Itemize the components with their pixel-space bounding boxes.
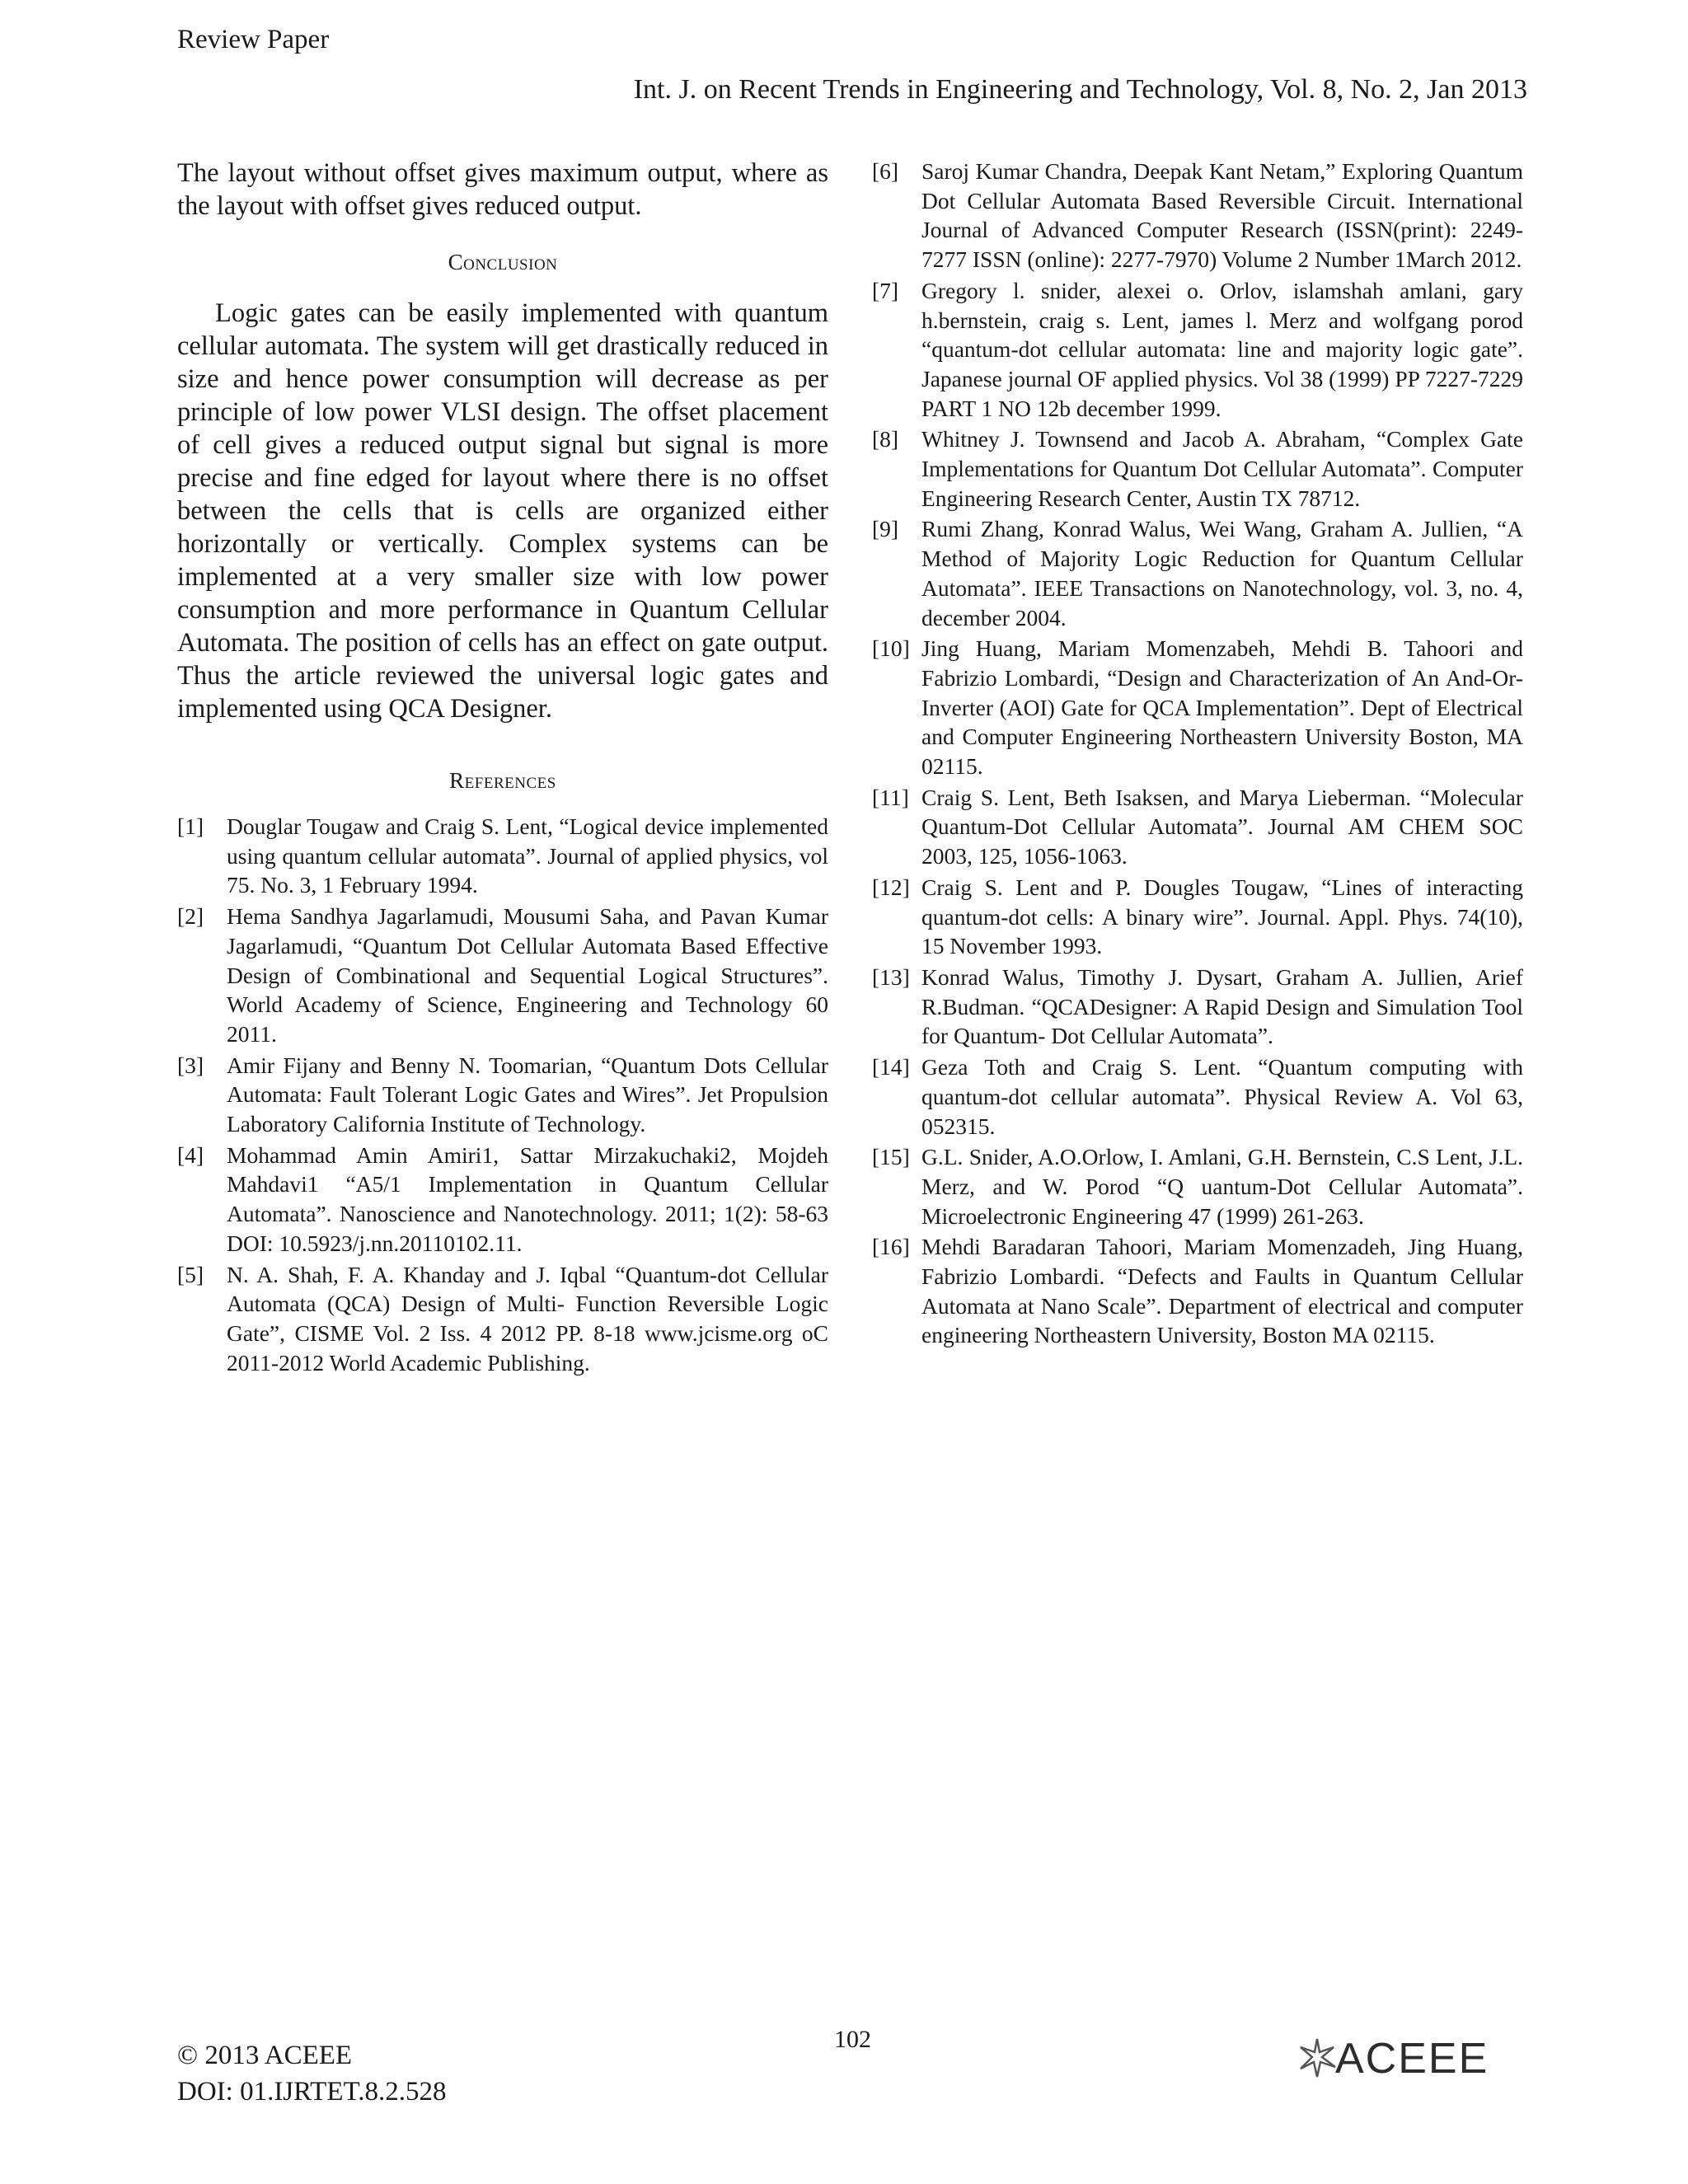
conclusion-paragraph: Logic gates can be easily implemented with quantum cellular automata. The system will get drastically reduced in size and hence power consumption will decrease as per principle of low power VLSI design. The offset placement of cell gives a reduced output signal but signal is more precise and fine edged for layout where there is no offset between the cells that is cells are organized either horizontally or vertically. Complex systems can be implemented at a very smaller size with low power consumption and more performance in Quantum Cellular Automata. The position of cells has an effect on gate output. Thus the article reviewed the universal logic gates and implemented using QCA Designer. bbox=[177, 298, 828, 724]
reference-list-right bbox=[872, 157, 1523, 1350]
references-heading: References bbox=[449, 768, 556, 793]
page-number: 102 bbox=[834, 2026, 871, 2053]
reference-item: [4] Mohammad Amin Amiri1, Sattar Mirzakuchaki2, Mojdeh Mahdavi1 “A5/1 Implementation in Quantum Cellular Automata”. Nanoscience and Nanotechnology. 2011; 1(2): 58-63 DOI: 10.5923/j.nn.20110102.11. bbox=[177, 1141, 828, 1256]
reference-item: [9] Rumi Zhang, Konrad Walus, Wei Wang, Graham A. Jullien, “A Method of Majority Logic Reduction for Quantum Cellular Automata”. IEEE Transactions on Nanotechnology, vol. 3, no. 4, december 2004. bbox=[872, 516, 1523, 630]
running-header-label: Review Paper bbox=[177, 25, 330, 54]
reference-item: [14] Geza Toth and Craig S. Lent. “Quantum computing with quantum-dot cellular automata”. Physical Review A. Vol 63, 052315. bbox=[872, 1054, 1523, 1139]
reference-item: [15] G.L. Snider, A.O.Orlow, I. Amlani, G.H. Bernstein, C.S Lent, J.L. Merz, and W. Porod “Q uantum-Dot Cellular Automata”. Microelectronic Engineering 47 (1999) 261-263. bbox=[872, 1144, 1523, 1229]
footer-info bbox=[177, 2037, 446, 2110]
reference-item: [6] Saroj Kumar Chandra, Deepak Kant Netam,” Exploring Quantum Dot Cellular Automata Based Reversible Circuit. International Journal of Advanced Computer Research (ISSN(print): 2249-7277 ISSN (online): 2277-7970) Volume 2 Number 1March 2012. bbox=[872, 158, 1523, 273]
reference-item: [10] Jing Huang, Mariam Momenzabeh, Mehdi B. Tahoori and Fabrizio Lombardi, “Design and Characterization of An And-Or-Inverter (AOI) Gate for QCA Implementation”. Dept of Electrical and Computer Engineering Northeastern University Boston, MA 02115. bbox=[872, 635, 1523, 780]
conclusion-heading: Conclusion bbox=[448, 250, 558, 274]
reference-item: [3] Amir Fijany and Benny N. Toomarian, “Quantum Dots Cellular Automata: Fault Tolerant Logic Gates and Wires”. Jet Propulsion Laboratory California Institute of Technology. bbox=[177, 1052, 828, 1137]
reference-list-left bbox=[177, 812, 828, 1377]
reference-item: [7] Gregory l. snider, alexei o. Orlov, islamshah amlani, gary h.bernstein, craig s. Lent, james l. Merz and wolfgang porod “quantum-dot cellular automata: line and majority logic gate”. Japanese journal OF applied physics. Vol 38 (1999) PP 7227-7229 PART 1 NO 12b december 1999. bbox=[872, 277, 1523, 421]
reference-item: [16] Mehdi Baradaran Tahoori, Mariam Momenzadeh, Jing Huang, Fabrizio Lombardi. “Defects and Faults in Quantum Cellular Automata at Nano Scale”. Department of electrical and computer engineering Northeastern University, Boston MA 02115. bbox=[872, 1234, 1523, 1348]
right-column bbox=[872, 157, 1523, 1352]
reference-item: [1] Douglar Tougaw and Craig S. Lent, “Logical device implemented using quantum cellular automata”. Journal of applied physics, vol 75. No. 3, 1 February 1994. bbox=[177, 813, 828, 898]
reference-item: [2] Hema Sandhya Jagarlamudi, Mousumi Saha, and Pavan Kumar Jagarlamudi, “Quantum Dot Cellular Automata Based Effective Design of Combinational and Sequential Logical Structures”. World Academy of Science, Engineering and Technology 60 2011. bbox=[177, 903, 828, 1047]
journal-citation: Int. J. on Recent Trends in Engineering and Technology, Vol. 8, No. 2, Jan 2013 bbox=[633, 74, 1527, 105]
reference-item: [11] Craig S. Lent, Beth Isaksen, and Marya Lieberman. “Molecular Quantum-Dot Cellular Automata”. Journal AM CHEM SOC 2003, 125, 1056-1063. bbox=[872, 784, 1523, 869]
reference-item: [5] N. A. Shah, F. A. Khanday and J. Iqbal “Quantum-dot Cellular Automata (QCA) Design of Multi- Function Reversible Logic Gate”, CISME Vol. 2 Iss. 4 2012 PP. 8-18 www.jcisme.org oC 2011-2012 World Academic Publishing. bbox=[177, 1261, 828, 1376]
doi-label: DOI: 01.IJRTET.8.2.528 bbox=[177, 2077, 447, 2107]
publisher-logo bbox=[1294, 2034, 1525, 2083]
intro-paragraph: The layout without offset gives maximum output, where as the layout with offset gives reduced output. bbox=[177, 158, 828, 221]
reference-item: [13] Konrad Walus, Timothy J. Dysart, Graham A. Jullien, Arief R.Budman. “QCADesigner: A Rapid Design and Simulation Tool for Quantum- Dot Cellular Automata”. bbox=[872, 963, 1523, 1049]
star-logo-icon bbox=[1294, 2034, 1340, 2084]
logo-text: ACEEE bbox=[1335, 2035, 1489, 2083]
reference-item: [8] Whitney J. Townsend and Jacob A. Abraham, “Complex Gate Implementations for Quantum Dot Cellular Automata”. Computer Engineering Research Center, Austin TX 78712. bbox=[872, 426, 1523, 511]
copyright-notice: © 2013 ACEEE bbox=[177, 2041, 353, 2070]
left-column bbox=[177, 157, 828, 1379]
reference-item: [12] Craig S. Lent and P. Dougles Tougaw, “Lines of interacting quantum-dot cells: A binary wire”. Journal. Appl. Phys. 74(10), 15 November 1993. bbox=[872, 874, 1523, 959]
